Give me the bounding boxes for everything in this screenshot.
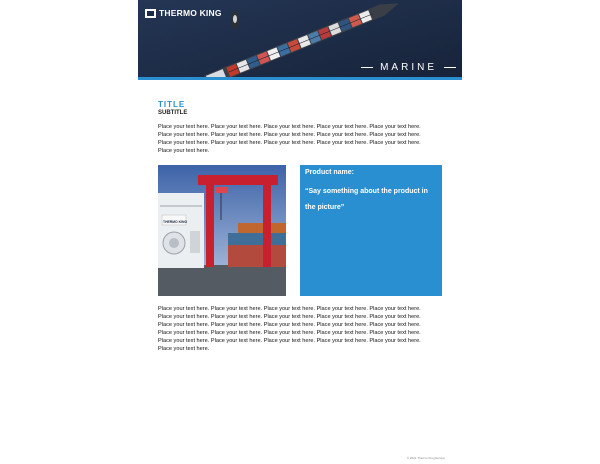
brand-logo xyxy=(145,8,222,18)
page-subtitle: SUBTITLE xyxy=(158,110,188,116)
unit-lettering: THERMO KING xyxy=(163,220,188,224)
product-name: Product name: xyxy=(305,169,355,176)
product-quote: “Say something about the product in the picture” xyxy=(305,188,428,211)
header-banner xyxy=(138,0,462,77)
footer-copyright: © 2021 Thermo King Europe xyxy=(406,456,445,460)
header-accent-rule xyxy=(138,77,462,80)
divider-left xyxy=(361,67,373,68)
logo-icon xyxy=(145,9,156,18)
divider-right xyxy=(444,67,456,68)
section-label-group xyxy=(361,62,456,73)
logo-text: THERMO KING xyxy=(159,8,222,18)
section-label: MARINE xyxy=(380,62,437,73)
document-page xyxy=(138,0,462,464)
page-title: TITLE xyxy=(158,100,186,109)
intro-paragraph: Place your text here. Place your text here. Place your text here. Place your text here. Place your text here. Place your text here. Place your text here. Place your text here. Place your text here. Place your text here. Place your text here. Place your text here. Place your text here. Place your text here. Place your text here. Place your text here. xyxy=(158,124,421,155)
product-photo xyxy=(158,165,286,296)
product-callout xyxy=(300,165,442,296)
body-paragraph: Place your text here. Place your text here. Place your text here. Place your text here. Place your text here. Place your text here. Place your text here. Place your text here. Place your text here. Place your text here. Place your text here. Place your text here. Place your text here. Place your text here. Place your text here. Place your text here. Place your text here. Place your text here. Place your text here. Place your text here. Place your text here. Place your text here. Place your text here. Place your text here. Place your text here. Place your text here. xyxy=(158,306,421,353)
